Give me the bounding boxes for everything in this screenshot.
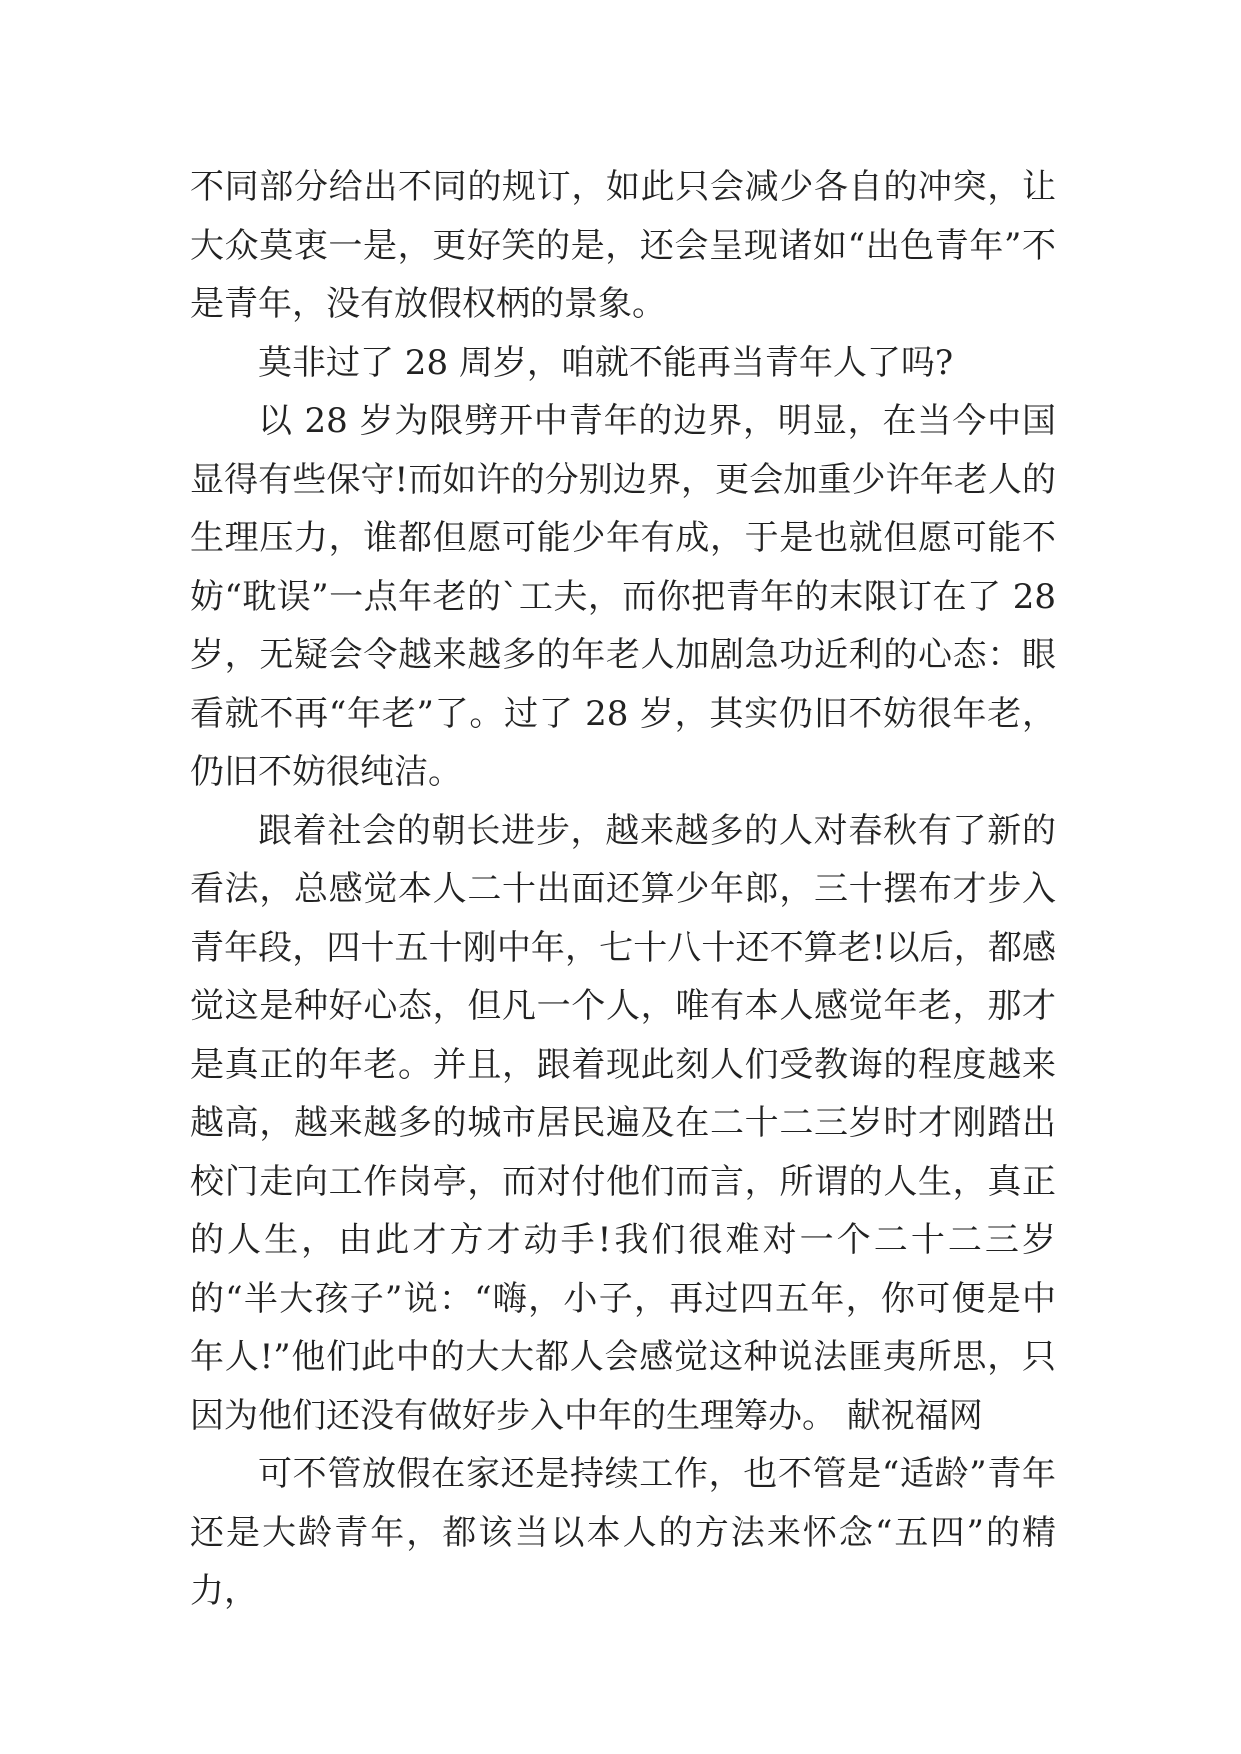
document-body <box>190 158 1056 1621</box>
paragraph-2: 莫非过了 28 周岁，咱就不能再当青年人了吗? <box>258 342 954 383</box>
paragraph-5: 可不管放假在家还是持续工作，也不管是“适龄”青年还是大龄青年，都该当以本人的方法来怀念“五四”的精力， <box>190 1454 1056 1611</box>
paragraph-1: 不同部分给出不同的规订，如此只会减少各自的冲突，让大众莫衷一是，更好笑的是，还会呈现诸如“出色青年”不是青年，没有放假权柄的景象。 <box>190 167 1056 324</box>
paragraph-4: 跟着社会的朝长进步，越来越多的人对春秋有了新的看法，总感觉本人二十出面还算少年郎，三十摆布才步入青年段，四十五十刚中年，七十八十还不算老!以后，都感觉这是种好心态，但凡一个人，唯有本人感觉年老，那才是真正的年老。并且，跟着现此刻人们受教诲的程度越来越高，越来越多的城市居民遍及在二十二三岁时才刚踏出校门走向工作岗亭，而对付他们而言，所谓的人生，真正的人生，由此才方才动手!我们很难对一个二十二三岁的“半大孩子”说：“嗨，小子，再过四五年，你可便是中年人!”他们此中的大大都人会感觉这种说法匪夷所思，只因为他们还没有做好步入中年的生理筹办。 献祝福网 <box>190 810 1056 1436</box>
paragraph-3: 以 28 岁为限劈开中青年的边界，明显，在当今中国显得有些保守!而如许的分别边界，更会加重少许年老人的生理压力，谁都但愿可能少年有成，于是也就但愿可能不妨“耽误”一点年老的`工夫，而你把青年的末限订在了 28 岁，无疑会令越来越多的年老人加剧急功近利的心态：眼看就不再“年老”了。过了 28 岁，其实仍旧不妨很年老，仍旧不妨很纯洁。 <box>190 401 1056 792</box>
